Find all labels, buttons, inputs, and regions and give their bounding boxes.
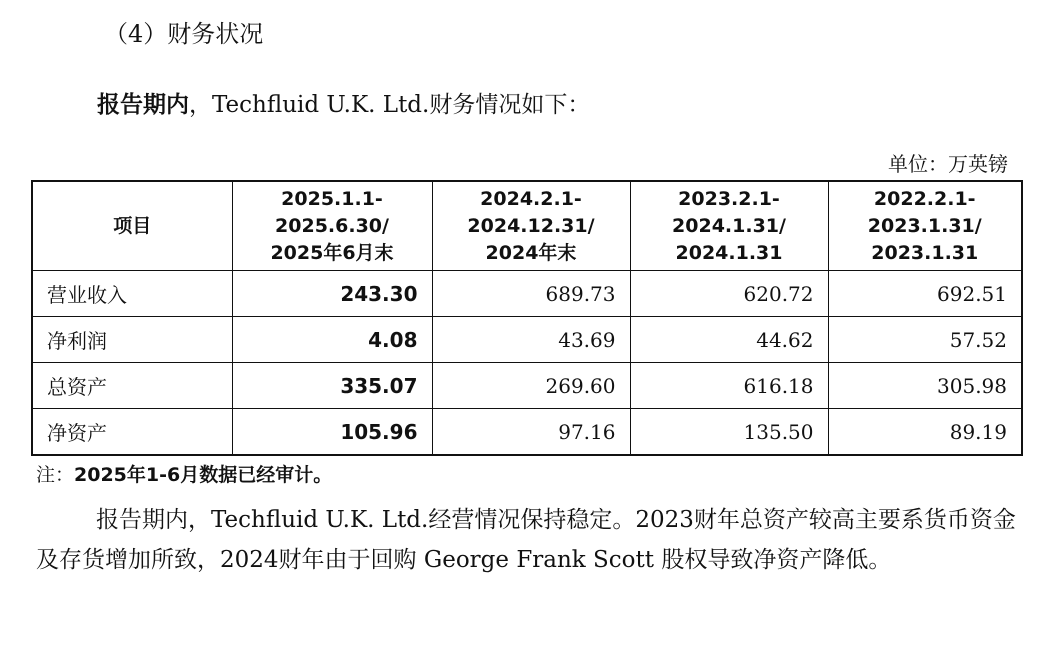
table-note xyxy=(36,460,332,487)
table-cell: 689.73 xyxy=(432,271,630,317)
header-period-2025h1 xyxy=(232,181,432,271)
header-line: 2025.6.30/ xyxy=(275,214,389,237)
table-header-row xyxy=(32,181,1022,271)
header-line: 2023.1.31/ xyxy=(867,214,982,237)
table-cell: 305.98 xyxy=(828,363,1022,409)
table-cell: 243.30 xyxy=(232,271,432,317)
row-label: 净资产 xyxy=(32,409,232,456)
table-cell: 692.51 xyxy=(828,271,1022,317)
header-line: 2024.12.31/ xyxy=(467,214,595,237)
header-line: 2022.2.1- xyxy=(873,187,976,210)
row-label: 营业收入 xyxy=(32,271,232,317)
table-row xyxy=(32,271,1022,317)
table-cell: 620.72 xyxy=(630,271,828,317)
section-heading: （4）财务状况 xyxy=(104,20,264,48)
header-line: 2025.1.1- xyxy=(281,187,383,210)
header-line: 2024.1.31 xyxy=(675,241,783,264)
header-period-2024 xyxy=(432,181,630,271)
table-cell: 57.52 xyxy=(828,317,1022,363)
intro-line xyxy=(97,86,590,119)
financial-table xyxy=(31,180,1023,456)
header-line: 2024.1.31/ xyxy=(672,214,786,237)
table-row xyxy=(32,363,1022,409)
intro-lead: 报告期内 xyxy=(97,91,189,118)
row-label: 净利润 xyxy=(32,317,232,363)
header-item xyxy=(32,181,232,271)
header-line: 2023.2.1- xyxy=(678,187,780,210)
table-cell: 44.62 xyxy=(630,317,828,363)
table-row xyxy=(32,317,1022,363)
table-cell: 105.96 xyxy=(232,409,432,456)
table-cell: 616.18 xyxy=(630,363,828,409)
table-cell: 43.69 xyxy=(432,317,630,363)
header-line: 2025年6月末 xyxy=(270,241,394,264)
table-cell: 4.08 xyxy=(232,317,432,363)
table-cell: 335.07 xyxy=(232,363,432,409)
header-line: 2023.1.31 xyxy=(871,241,979,264)
table-cell: 89.19 xyxy=(828,409,1022,456)
header-line: 2024年末 xyxy=(485,241,577,264)
header-period-2023 xyxy=(630,181,828,271)
intro-text: ，Techfluid U.K. Ltd.财务情况如下： xyxy=(189,92,591,118)
table-cell: 135.50 xyxy=(630,409,828,456)
note-prefix: 注： xyxy=(36,464,75,486)
table-cell: 269.60 xyxy=(432,363,630,409)
header-line: 项目 xyxy=(113,214,152,237)
header-period-2022 xyxy=(828,181,1022,271)
note-text: 2025年1-6月数据已经审计。 xyxy=(74,464,333,486)
body-paragraph: 报告期内，Techfluid U.K. Ltd.经营情况保持稳定。2023财年总资产较高主要系货币资金及存货增加所致，2024财年由于回购 George Frank Scott 股权导致净资产降低。 xyxy=(36,507,1016,573)
unit-label: 单位：万英镑 xyxy=(888,152,1008,176)
table-row xyxy=(32,409,1022,456)
table-cell: 97.16 xyxy=(432,409,630,456)
row-label: 总资产 xyxy=(32,363,232,409)
header-line: 2024.2.1- xyxy=(480,187,582,210)
